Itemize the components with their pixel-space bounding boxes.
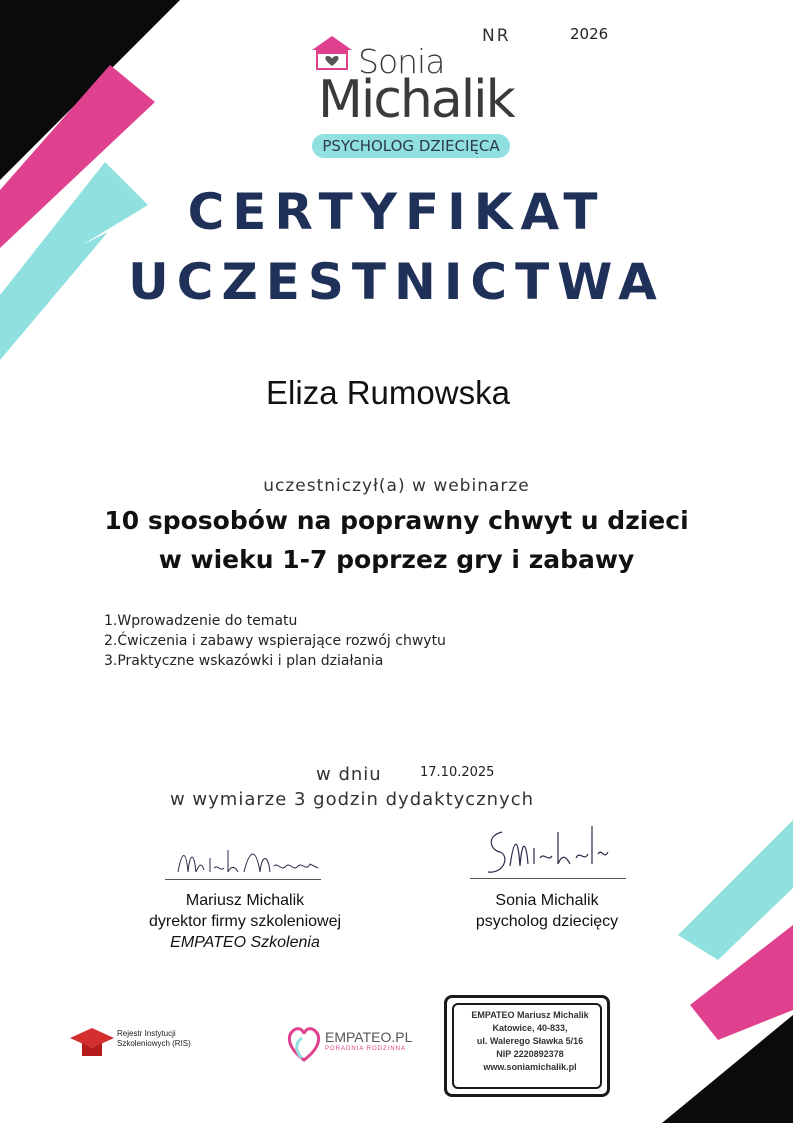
signature-sonia: [480, 818, 620, 880]
date-value: 17.10.2025: [420, 765, 495, 780]
ris-label: Rejestr Instytucji Szkoleniowych (RIS): [117, 1029, 191, 1048]
agenda-item: 3.Praktyczne wskazówki i plan działania: [104, 653, 384, 669]
logo-michalik: Michalik: [318, 70, 514, 130]
signature-line: [470, 878, 626, 879]
empateo-sub: PORADNIA RODZINNA: [325, 1046, 407, 1052]
participated-text: uczestniczył(a) w webinarze: [263, 476, 530, 496]
date-label: w dniu: [316, 764, 382, 785]
certificate-number-value: 2026: [570, 25, 609, 43]
certificate-title-line2: UCZESTNICTWA: [128, 253, 665, 311]
signer-name: Sonia Michalik: [495, 892, 599, 909]
webinar-title-line2: w wieku 1-7 poprzez gry i zabawy: [158, 545, 635, 574]
agenda-list: [104, 611, 446, 671]
signer-role: psycholog dziecięcy: [475, 913, 619, 930]
signature-block-mariusz: [140, 890, 350, 953]
certificate-title-line1: CERTYFIKAT: [187, 183, 606, 241]
logo-sonia: Sonia: [358, 42, 445, 81]
signature-block-sonia: [452, 890, 642, 932]
certificate-number-label: NR: [482, 26, 511, 46]
agenda-item: 2.Ćwiczenia i zabawy wspierające rozwój chwytu: [104, 633, 446, 649]
agenda-item: 1.Wprowadzenie do tematu: [104, 613, 298, 629]
empateo-name: EMPATEO.PL: [325, 1029, 413, 1045]
signature-line: [165, 879, 321, 880]
logo-badge: PSYCHOLOG DZIECIĘCA: [312, 134, 510, 158]
hours-text: w wymiarze 3 godzin dydaktycznych: [169, 789, 535, 810]
participant-name: Eliza Rumowska: [266, 374, 510, 411]
company-stamp: EMPATEO Mariusz Michalik Katowice, 40-833, ul. Walerego Sławka 5/16 NIP 2220892378 www.soniamichalik.pl: [444, 995, 610, 1097]
signer-company: EMPATEO Szkolenia: [170, 934, 320, 951]
signer-name: Mariusz Michalik: [185, 892, 305, 909]
webinar-title-line1: 10 sposobów na poprawny chwyt u dzieci: [104, 506, 689, 535]
signer-role: dyrektor firmy szkoleniowej: [148, 913, 342, 930]
signature-mariusz: [170, 838, 330, 883]
